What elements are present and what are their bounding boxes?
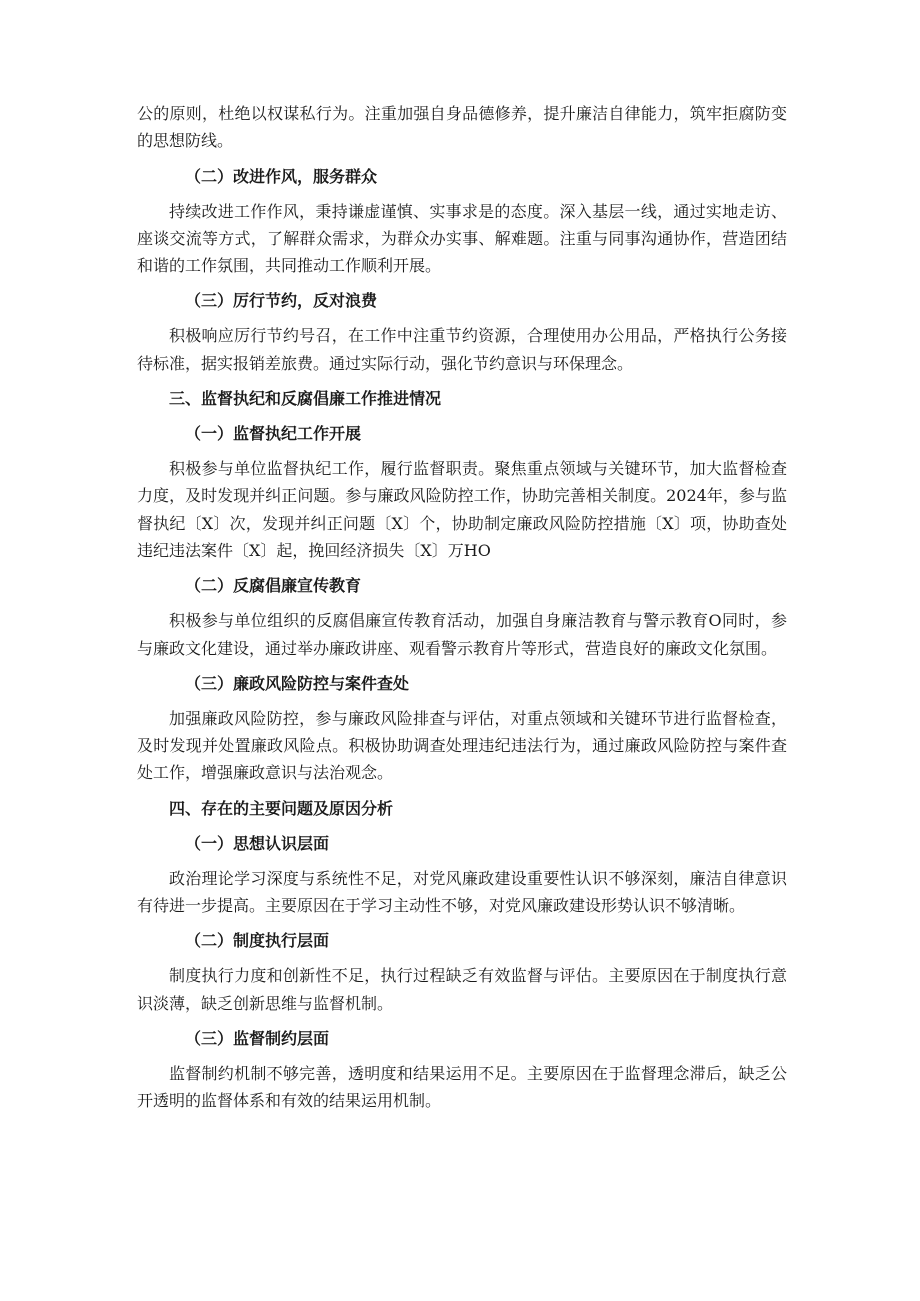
section4-sub1-heading: （一）思想认识层面 — [185, 833, 330, 853]
section3-sub1-body: 积极参与单位监督执纪工作，履行监督职责。聚焦重点领域与关键环节，加大监督检查力度，及时发现并纠正问题。参与廉政风险防控工作，协助完善相关制度。2024年，参与监督执纪〔X〕次，发现并纠正问题〔X〕个，协助制定廉政风险防控措施〔X〕项，协助查处违纪违法案件〔X〕起，挽回经济损失〔X〕万HO — [137, 459, 787, 560]
section3-sub2-body: 积极参与单位组织的反腐倡廉宣传教育活动，加强自身廉洁教育与警示教育O同时，参与廉政文化建设，通过举办廉政讲座、观看警示教育片等形式，营造良好的廉政文化氛围。 — [137, 611, 787, 658]
section3-sub2-heading: （二）反腐倡廉宣传教育 — [185, 576, 362, 596]
section4-sub3-body: 监督制约机制不够完善，透明度和结果运用不足。主要原因在于监督理念滞后，缺乏公开透明的监督体系和有效的结果运用机制。 — [137, 1063, 787, 1111]
section3-sub3-heading: （三）廉政风险防控与案件查处 — [185, 673, 410, 693]
section3-sub3-body: 加强廉政风险防控，参与廉政风险排查与评估，对重点领域和关键环节进行监督检查，及时发现并处置廉政风险点。积极协助调查处理违纪违法行为，通过廉政风险防控与案件查处工作，增强廉政意识与法治观念。 — [137, 708, 787, 783]
section4-sub3-heading: （三）监督制约层面 — [185, 1028, 330, 1048]
section2-sub2-body: 持续改进工作作风，秉持谦虚谨慎、实事求是的态度。深入基层一线，通过实地走访、座谈交流等方式，了解群众需求，为群众办实事、解难题。注重与同事沟通协作，营造团结和谐的工作氛围，共同推动工作顺利开展。 — [137, 201, 787, 276]
section4-sub1-body: 政治理论学习深度与系统性不足，对党风廉政建设重要性认识不够深刻，廉洁自律意识有待进一步提高。主要原因在于学习主动性不够，对党风廉政建设形势认识不够清晰。 — [137, 868, 787, 916]
section4-heading: 四、存在的主要问题及原因分析 — [169, 798, 394, 818]
section4-sub2-heading: （二）制度执行层面 — [185, 931, 330, 951]
section2-sub2-heading: （二）改进作风，服务群众 — [185, 166, 378, 186]
section2-sub3-heading: （三）厉行节约，反对浪费 — [185, 291, 378, 311]
section2-sub3-body: 积极响应厉行节约号召，在工作中注重节约资源，合理使用办公用品，严格执行公务接待标准，据实报销差旅费。通过实际行动，强化节约意识与环保理念。 — [137, 326, 787, 373]
section3-sub1-heading: （一）监督执纪工作开展 — [185, 424, 362, 444]
section4-sub2-body: 制度执行力度和创新性不足，执行过程缺乏有效监督与评估。主要原因在于制度执行意识淡薄，缺乏创新思维与监督机制。 — [137, 966, 787, 1013]
intro-paragraph: 公的原则，杜绝以权谋私行为。注重加强自身品德修养，提升廉洁自律能力，筑牢拒腐防变的思想防线。 — [137, 104, 787, 151]
document-page — [137, 100, 787, 1123]
section3-heading: 三、监督执纪和反腐倡廉工作推进情况 — [169, 389, 442, 409]
